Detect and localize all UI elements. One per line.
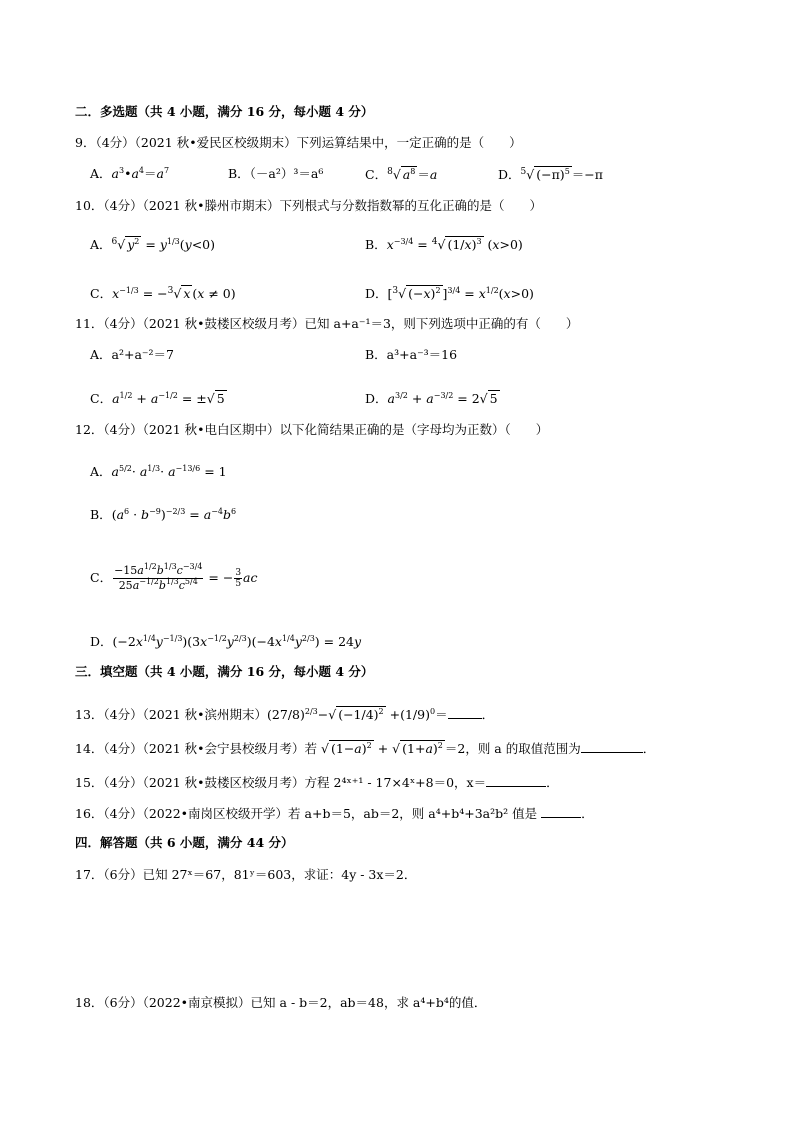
question-9-option-d[interactable]: D．$^5$√ $(-\pi)^5 =-\pi$ — [498, 167, 603, 182]
option-label: C． — [90, 286, 113, 301]
question-14: 14．（4分）（2021 秋•会宁县校级月考）若 √ $(1-a)^2$ + √ $(1+a)^2 =2$，则 a 的取值范围为 ． — [75, 741, 656, 756]
question-12-option-a[interactable]: A．$a^{5/2}\cdot a^{1/3}\cdot a^{-13/6} = 1$ — [90, 464, 227, 479]
option-label: C． — [90, 391, 113, 406]
question-16-answer-blank[interactable] — [541, 805, 581, 818]
section-2-heading: 二．多选题（共 4 小题，满分 16 分，每小题 4 分） — [75, 104, 374, 119]
question-17-stem: 17．（6分）已知 27ˣ＝67，81ʸ＝603，求证：4y ‐ 3x＝2． — [75, 867, 417, 882]
question-11-option-d[interactable]: D．$a^{3/2} + a^{-3/2} = 2√$ 5 — [365, 391, 498, 406]
question-10-stem: 10．（4分）（2021 秋•滕州市期末）下列根式与分数指数幂的互化正确的是（ ） — [75, 198, 543, 213]
question-10-option-d[interactable]: D．[$^3$√ $(-x)^2$ ]$^{3/4} = x^{1/2}(x>0)$ — [365, 286, 534, 301]
question-16-stem: 16．（4分）（2022•南岗区校级开学）若 a+b＝5，ab＝2，则 a⁴+b⁴+3a²b² 值是 — [75, 806, 538, 821]
option-label: B． — [90, 507, 112, 522]
option-label: D． — [90, 634, 113, 649]
question-9-stem: 9．（4分）（2021 秋•爱民区校级期末）下列运算结果中，一定正确的是（ ） — [75, 135, 522, 150]
option-label: A． — [90, 166, 112, 181]
question-14-stem: 14．（4分）（2021 秋•会宁县校级月考）若 — [75, 741, 318, 756]
option-label: D． — [365, 391, 388, 406]
question-13-stem: 13．（4分）（2021 秋•滨州期末） — [75, 707, 268, 722]
question-15: 15．（4分）（2021 秋•鼓楼区校级月考）方程 2⁴ˣ⁺¹ ‐ 17×4ˣ+8＝0，x＝ ． — [75, 775, 559, 790]
question-12-stem: 12．（4分）（2021 秋•电白区期中）以下化简结果正确的是（字母均为正数）（ ） — [75, 422, 549, 437]
question-12-option-d[interactable]: D．$(-2x^{1/4}y^{-1/3})(3x^{-1/2}y^{2/3})(-4x^{1/4}y^{2/3}) = 24y$ — [90, 634, 362, 649]
question-9-option-a[interactable]: A．$a^3•a^4=a^7$ — [90, 166, 170, 181]
question-12-option-b[interactable]: B．$(a^6 \cdot b^{-9})^{-2/3} = a^{-4}b^6$ — [90, 507, 237, 522]
option-label: A． — [90, 237, 112, 252]
question-11-option-b[interactable]: B．a³+a⁻³＝16 — [365, 347, 458, 362]
option-label: A． — [90, 464, 112, 479]
question-14-answer-blank[interactable] — [581, 740, 643, 753]
section-3-heading: 三．填空题（共 4 小题，满分 16 分，每小题 4 分） — [75, 664, 374, 679]
question-13-answer-blank[interactable] — [448, 706, 482, 719]
option-label: D． — [365, 286, 388, 301]
question-10-option-c[interactable]: C．$x^{-1/3} = -^3√$ x (x ≠ 0) — [90, 286, 236, 301]
question-10-option-b[interactable]: B．$x^{-3/4} = ^4√$ $(1/x)^3$ (x>0) — [365, 237, 523, 252]
question-13: 13．（4分）（2021 秋•滨州期末）$(27/8)^{2/3}-√$ $(-1/4)^2 +(1/9)^0=$ ． — [75, 707, 495, 722]
question-14-tail: ＝2，则 a 的取值范围为 — [444, 741, 581, 756]
option-label: B． — [365, 237, 387, 252]
question-15-answer-blank[interactable] — [486, 774, 546, 787]
option-label: D． — [498, 167, 521, 182]
question-12-option-c[interactable]: C． $\frac{-15a^{1/2}b^{1/3}c^{-3/4}}{25a^{-1/2}b^{1/3}c^{5/4}}$ = − $\frac{3}{5}$ ac — [90, 562, 258, 592]
section-4-heading: 四．解答题（共 6 小题，满分 44 分） — [75, 835, 294, 850]
option-label: C． — [365, 167, 388, 182]
question-11-option-a[interactable]: A．a²+a⁻²＝7 — [90, 347, 174, 362]
question-18-stem: 18．（6分）（2022•南京模拟）已知 a ‐ b＝2，ab＝48，求 a⁴+b⁴的值． — [75, 995, 487, 1010]
option-label: C． — [90, 570, 113, 585]
question-16: 16．（4分）（2022•南岗区校级开学）若 a+b＝5，ab＝2，则 a⁴+b⁴+3a²b² 值是 ． — [75, 806, 594, 821]
question-9-option-c[interactable]: C．$^8$√ $a^8 =a$ — [365, 167, 438, 182]
question-11-option-c[interactable]: C．$a^{1/2} + a^{-1/2}$ = ±√ 5 — [90, 391, 225, 406]
question-10-option-a[interactable]: A．$^6$√ $y^2 = y^{1/3}(y<0)$ — [90, 237, 216, 252]
question-9-option-b[interactable]: B．（－a²）³＝a⁶ — [228, 166, 324, 181]
question-15-stem: 15．（4分）（2021 秋•鼓楼区校级月考）方程 2⁴ˣ⁺¹ ‐ 17×4ˣ+8＝0，x＝ — [75, 775, 487, 790]
question-11-stem: 11．（4分）（2021 秋•鼓楼区校级月考）已知 a+a⁻¹＝3，则下列选项中正确的有（ ） — [75, 316, 579, 331]
